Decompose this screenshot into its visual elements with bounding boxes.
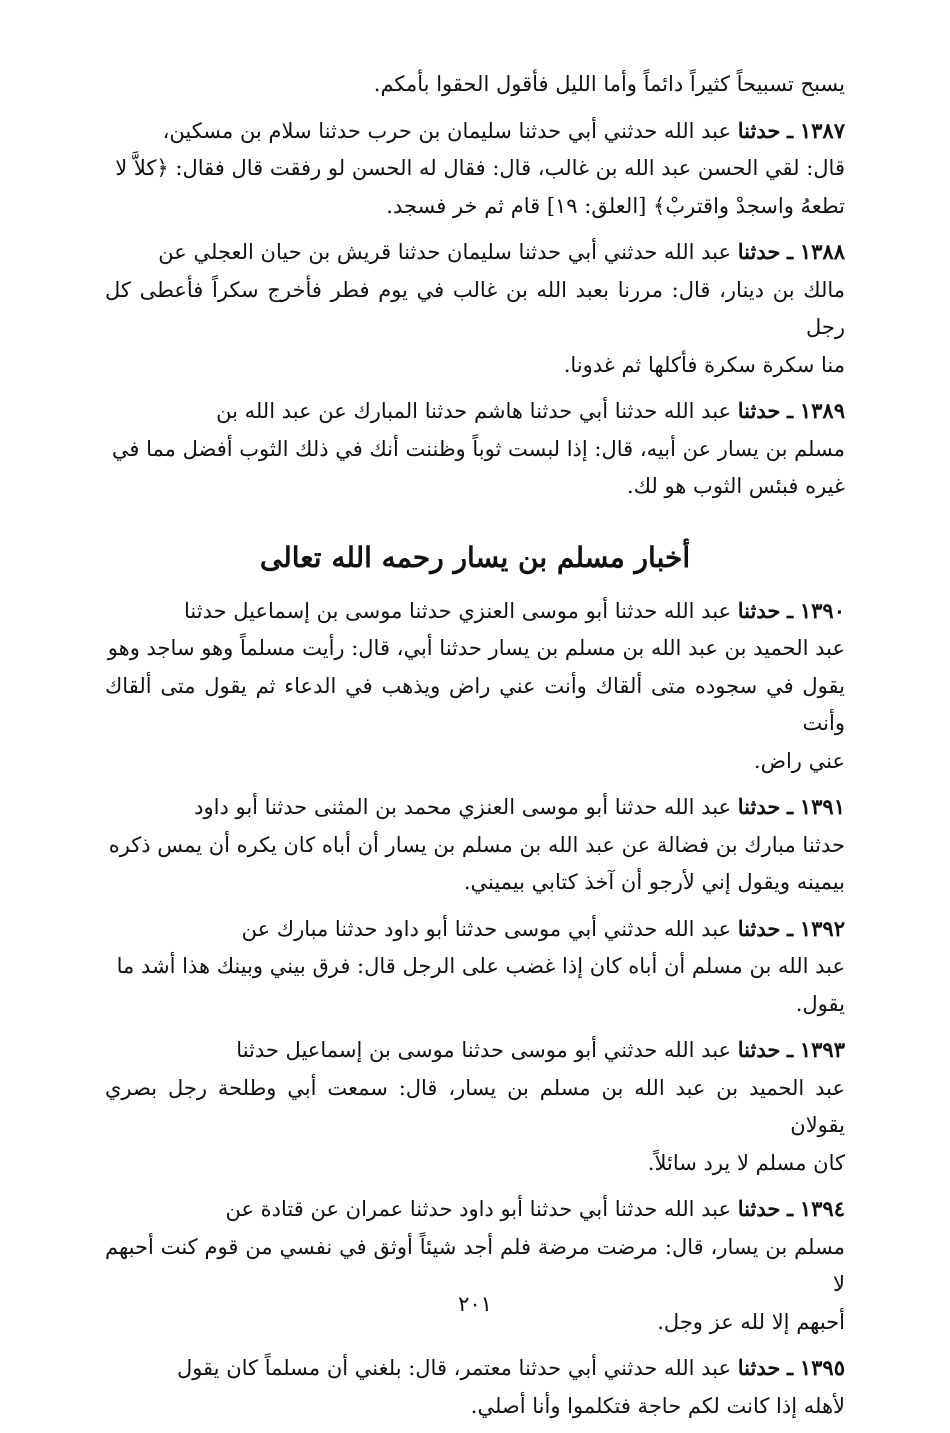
hadith-entry	[105, 592, 845, 781]
entry-number: ١٣٩٠	[800, 598, 845, 623]
entry-number: ١٣٩٤	[800, 1196, 845, 1221]
hadith-entry	[105, 112, 845, 226]
entry-keyword: حدثنا	[738, 1355, 781, 1380]
hadith-entry	[105, 1349, 845, 1425]
entry-text: عبد الله حدثنا أبي حدثنا أبو داود حدثنا عمران عن قتادة عن	[225, 1197, 731, 1221]
entry-text: كان مسلم لا يرد سائلاً.	[648, 1151, 845, 1175]
entry-dash: ـ	[787, 598, 793, 623]
hadith-entry	[105, 392, 845, 506]
paragraph-gap	[105, 1182, 845, 1190]
entry-text: عبد الله حدثني أبي حدثنا معتمر، قال: بلغني أن مسلماً كان يقول	[177, 1356, 731, 1380]
entry-text: يقول في سجوده متى ألقاك وأنت عني راض ويذهب في الدعاء ثم يقول متى ألقاك وأنت	[105, 674, 845, 736]
paragraph-gap	[105, 1023, 845, 1031]
entry-text: مالك بن دينار، قال: مررنا بعبد الله بن غالب في يوم فطر فأخرج سكراً فأعطى كل رجل	[105, 278, 845, 340]
entry-text: لأهله إذا كانت لكم حاجة فتكلموا وأنا أصلي.	[471, 1394, 845, 1418]
entry-line	[105, 1070, 845, 1145]
paragraph-gap	[105, 104, 845, 112]
entry-text: عبد الله حدثنا أبي حدثنا هاشم حدثنا المبارك عن عبد الله بن	[216, 399, 731, 423]
entry-number: ١٣٩٢	[800, 916, 845, 941]
entry-text: قال: لقي الحسن عبد الله بن غالب، قال: فقال له الحسن لو رفقت قال فقال: ﴿كلاَّ لا	[115, 156, 845, 180]
hadith-entry	[105, 1031, 845, 1182]
entry-dash: ـ	[787, 118, 793, 143]
entry-text: حدثنا مبارك بن فضالة عن عبد الله بن مسلم بن يسار أن أباه كان يكره أن يمس ذكره	[109, 833, 845, 857]
entry-number: ١٣٩١	[800, 794, 845, 819]
entry-text: مسلم بن يسار عن أبيه، قال: إذا لبست ثوباً وظننت أنك في ذلك الثوب أفضل مما في	[112, 437, 845, 461]
entry-text: عبد الله بن مسلم أن أباه كان إذا غضب على الرجل قال: فرق بيني وبينك هذا أشد ما	[117, 954, 845, 978]
entry-keyword: حدثنا	[738, 1196, 781, 1221]
entry-line	[105, 986, 845, 1024]
entry-line	[105, 272, 845, 347]
entry-line	[105, 668, 845, 743]
paragraph-gap	[105, 780, 845, 788]
entry-dash: ـ	[787, 239, 793, 264]
entry-text: عبد الله حدثني أبي حدثنا سليمان بن حرب حدثنا سلام بن مسكين،	[163, 119, 731, 143]
hadith-entry	[105, 910, 845, 1024]
entry-keyword: حدثنا	[738, 398, 781, 423]
entry-line	[105, 468, 845, 506]
entry-text: مسلم بن يسار، قال: مرضت مرضة فلم أجد شيئاً أوثق في نفسي من قوم كنت أحبهم لا	[105, 1235, 845, 1297]
entry-text: عبد الله حدثنا أبو موسى العنزي محمد بن المثنى حدثنا أبو داود	[194, 795, 731, 819]
entry-keyword: حدثنا	[738, 916, 781, 941]
entries-before-heading	[105, 112, 845, 514]
hadith-entry	[105, 788, 845, 902]
entry-text: عبد الله حدثنا أبو موسى العنزي حدثنا موسى بن إسماعيل حدثنا	[184, 599, 731, 623]
entry-dash: ـ	[787, 398, 793, 423]
entry-line	[105, 1145, 845, 1183]
paragraph-gap	[105, 506, 845, 514]
entry-line	[105, 864, 845, 902]
entry-text: عبد الله حدثني أبي موسى حدثنا أبو داود حدثنا مبارك عن	[242, 917, 731, 941]
entry-text: يقول.	[796, 992, 845, 1016]
entry-line	[105, 788, 845, 827]
entry-keyword: حدثنا	[738, 1037, 781, 1062]
entry-line	[105, 233, 845, 272]
page-body	[105, 66, 845, 1433]
entry-number: ١٣٨٨	[800, 239, 845, 264]
paragraph-gap	[105, 384, 845, 392]
entry-line	[105, 630, 845, 668]
entry-line	[105, 1388, 845, 1426]
entry-keyword: حدثنا	[738, 794, 781, 819]
entry-keyword: حدثنا	[738, 598, 781, 623]
entry-text: تطعهُ واسجدْ واقتربْ﴾ [العلق: ١٩] قام ثم خر فسجد.	[386, 194, 845, 218]
entry-keyword: حدثنا	[738, 118, 781, 143]
page-number: ٢٠١	[0, 1292, 950, 1316]
entry-text: منا سكرة سكرة فأكلها ثم غدونا.	[564, 353, 845, 377]
entry-text: عني راض.	[754, 749, 845, 773]
entry-dash: ـ	[787, 1355, 793, 1380]
paragraph-gap	[105, 1341, 845, 1349]
intro-line: يسبح تسبيحاً كثيراً دائماً وأما الليل فأقول الحقوا بأمكم.	[105, 66, 845, 104]
entry-number: ١٣٨٧	[800, 118, 845, 143]
entry-line	[105, 1190, 845, 1229]
entry-number: ١٣٩٥	[800, 1355, 845, 1380]
entry-line	[105, 743, 845, 781]
entry-line	[105, 347, 845, 385]
hadith-entry	[105, 233, 845, 384]
entry-line	[105, 150, 845, 188]
entry-line	[105, 1349, 845, 1388]
entry-line	[105, 948, 845, 986]
entry-text: بيمينه ويقول إني لأرجو أن آخذ كتابي بيميني.	[464, 870, 845, 894]
entry-line	[105, 112, 845, 151]
section-heading: أخبار مسلم بن يسار رحمه الله تعالى	[105, 538, 845, 578]
paragraph-gap	[105, 1425, 845, 1433]
entry-text: عبد الله حدثني أبي حدثنا سليمان حدثنا قريش بن حيان العجلي عن	[158, 240, 731, 264]
entry-line	[105, 1031, 845, 1070]
entry-text: أحبهم إلا لله عز وجل.	[657, 1310, 845, 1334]
entry-dash: ـ	[787, 916, 793, 941]
entry-line	[105, 188, 845, 226]
entry-text: غيره فبئس الثوب هو لك.	[627, 474, 845, 498]
paragraph-gap	[105, 902, 845, 910]
entry-dash: ـ	[787, 794, 793, 819]
entry-text: عبد الحميد بن عبد الله بن مسلم بن يسار حدثنا أبي، قال: رأيت مسلماً وهو ساجد وهو	[108, 636, 845, 660]
entry-number: ١٣٩٣	[800, 1037, 845, 1062]
entry-line	[105, 910, 845, 949]
entry-dash: ـ	[787, 1037, 793, 1062]
entry-text: عبد الله حدثني أبو موسى حدثنا موسى بن إسماعيل حدثنا	[236, 1038, 731, 1062]
entry-dash: ـ	[787, 1196, 793, 1221]
paragraph-gap	[105, 225, 845, 233]
entry-line	[105, 392, 845, 431]
hadith-entry	[105, 1190, 845, 1341]
entry-number: ١٣٨٩	[800, 398, 845, 423]
entry-keyword: حدثنا	[738, 239, 781, 264]
entry-line	[105, 827, 845, 865]
entry-text: عبد الحميد بن عبد الله بن مسلم بن يسار، قال: سمعت أبي وطلحة رجل بصري يقولان	[105, 1076, 845, 1138]
entry-line	[105, 431, 845, 469]
entry-line	[105, 592, 845, 631]
